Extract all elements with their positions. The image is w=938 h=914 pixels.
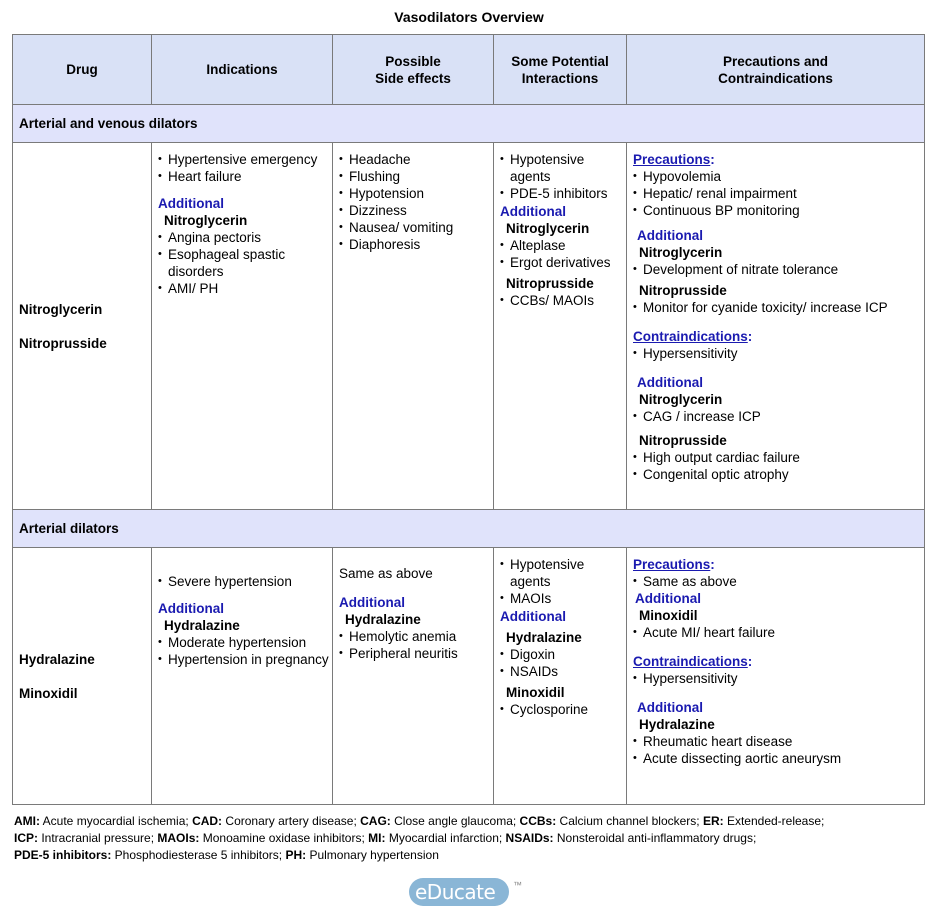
list-item: • Hypersensitivity — [633, 345, 922, 362]
additional-label: Additional — [637, 228, 703, 243]
abbr: ICP: — [14, 831, 38, 845]
interactions-cell — [494, 143, 627, 510]
list-item: • Digoxin — [500, 646, 624, 663]
abbr: CCBs: — [519, 814, 557, 828]
list-item: • Headache — [339, 151, 491, 168]
list-item: • Monitor for cyanide toxicity/ increase ICP — [633, 299, 922, 316]
list-item: • Severe hypertension — [158, 573, 330, 590]
sub-drug-label: Minoxidil — [639, 608, 698, 623]
header-precautions: Precautions and Contraindications — [627, 35, 925, 105]
section-label: Arterial dilators — [13, 510, 925, 548]
interactions-cell — [494, 548, 627, 805]
abbr-def: Calcium channel blockers; — [556, 814, 703, 828]
sub-drug-label: Nitroglycerin — [506, 221, 590, 236]
abbr-def: Phosphodiesterase 5 inhibitors; — [111, 848, 286, 862]
additional-label: Additional — [635, 591, 701, 606]
list-item: • Flushing — [339, 168, 491, 185]
side-effects-cell — [333, 548, 494, 805]
list-item: • Acute dissecting aortic aneurysm — [633, 750, 922, 767]
sub-drug-label: Nitroglycerin — [639, 245, 723, 260]
page-title: Vasodilators Overview — [394, 9, 544, 25]
abbr-def: Pulmonary hypertension — [306, 848, 439, 862]
vasodilators-table — [12, 34, 925, 805]
list-item: • Hepatic/ renal impairment — [633, 185, 922, 202]
abbr: CAG: — [360, 814, 391, 828]
header-row — [13, 35, 925, 105]
sub-drug-label: Hydralazine — [506, 630, 582, 645]
abbr: MAOIs: — [157, 831, 200, 845]
list-item: • Hypotension — [339, 185, 491, 202]
side-effects-cell — [333, 143, 494, 510]
header-indications: Indications — [152, 35, 333, 105]
list-item: • Acute MI/ heart failure — [633, 624, 922, 641]
list-item: • CCBs/ MAOIs — [500, 292, 624, 309]
list-item: • Continuous BP monitoring — [633, 202, 922, 219]
abbr: AMI: — [14, 814, 40, 828]
educate-logo — [409, 876, 529, 908]
abbr-def: Nonsteroidal anti-inflammatory drugs; — [553, 831, 757, 845]
abbr-def: Extended-release; — [723, 814, 825, 828]
list-item: • Esophageal spastic disorders — [158, 246, 330, 280]
sub-drug-label: Hydralazine — [345, 612, 421, 627]
header-drug: Drug — [13, 35, 152, 105]
list-item: • NSAIDs — [500, 663, 624, 680]
list-item: • Moderate hypertension — [158, 634, 330, 651]
list-item: • Hypertension in pregnancy — [158, 651, 330, 668]
additional-label: Additional — [500, 609, 566, 624]
list-item: • Congenital optic atrophy — [633, 466, 922, 483]
abbr-def: Myocardial infarction; — [385, 831, 506, 845]
indications-cell — [152, 548, 333, 805]
abbr: NSAIDs: — [505, 831, 554, 845]
drug-name: Minoxidil — [19, 685, 78, 701]
list-item: • Peripheral neuritis — [339, 645, 491, 662]
abbr-def: Close angle glaucoma; — [390, 814, 520, 828]
sub-drug-label: Hydralazine — [164, 618, 240, 633]
abbr-def: Acute myocardial ischemia; — [40, 814, 193, 828]
drug-cell — [13, 143, 152, 510]
drug-name: Hydralazine — [19, 651, 95, 667]
sub-drug-label: Nitroglycerin — [164, 213, 248, 228]
sub-drug-label: Hydralazine — [639, 717, 715, 732]
list-item: • PDE-5 inhibitors — [500, 185, 624, 202]
indications-cell — [152, 143, 333, 510]
sub-drug-label: Nitroprusside — [639, 283, 727, 298]
list-item: • Heart failure — [158, 168, 330, 185]
abbr-def: Intracranial pressure; — [38, 831, 158, 845]
list-item: • Hypotensive agents — [500, 556, 624, 590]
list-item: • Hypotensive agents — [500, 151, 624, 185]
sub-drug-label: Nitroprusside — [506, 276, 594, 291]
list-item: • Angina pectoris — [158, 229, 330, 246]
contraindications-heading: Contraindications — [633, 329, 748, 344]
header-interactions: Some Potential Interactions — [494, 35, 627, 105]
precautions-cell: Precautions: • Hypovolemia • Hepatic/ renal impairment • Continuous BP monitoring Additional Nitroglycerin • Development of nitrate tolerance Nitroprusside • Monitor for cyanide toxicity/ increase ICP Contraindications: • Hypersensitivity Additional Nitroglycerin • CAG / increase ICP Nitroprusside • High output cardiac failure • Congenital optic atrophy — [627, 143, 925, 510]
additional-label: Additional — [637, 375, 703, 390]
list-item: • Hypersensitivity — [633, 670, 922, 687]
additional-label: Additional — [158, 196, 224, 211]
abbr-def: Monoamine oxidase inhibitors; — [199, 831, 369, 845]
abbr: MI: — [368, 831, 386, 845]
drug-name: Nitroprusside — [19, 335, 107, 351]
same-as-above-text: Same as above — [339, 566, 433, 581]
list-item: • Same as above — [633, 573, 922, 590]
list-item: • Dizziness — [339, 202, 491, 219]
list-item: • Diaphoresis — [339, 236, 491, 253]
drug-name: Nitroglycerin — [19, 301, 103, 317]
logo-text: eDucate — [415, 880, 496, 904]
list-item: • AMI/ PH — [158, 280, 330, 297]
sub-drug-label: Minoxidil — [506, 685, 565, 700]
sub-drug-label: Nitroglycerin — [639, 392, 723, 407]
contraindications-heading: Contraindications — [633, 654, 748, 669]
table-row — [13, 548, 925, 805]
abbr: CAD: — [192, 814, 223, 828]
list-item: • CAG / increase ICP — [633, 408, 922, 425]
list-item: • Hypertensive emergency — [158, 151, 330, 168]
list-item: • Alteplase — [500, 237, 624, 254]
additional-label: Additional — [158, 601, 224, 616]
precautions-cell: Precautions: • Same as above Additional Minoxidil • Acute MI/ heart failure Contraindications: • Hypersensitivity Additional Hydralazine • Rheumatic heart disease • Acute dissecting aortic aneurysm — [627, 548, 925, 805]
precautions-heading: Precautions — [633, 557, 711, 572]
additional-label: Additional — [500, 204, 566, 219]
abbr-def: Coronary artery disease; — [222, 814, 361, 828]
abbr: PH: — [285, 848, 307, 862]
table-row — [13, 143, 925, 510]
section-row-arterial — [13, 510, 925, 548]
precautions-heading: Precautions — [633, 152, 711, 167]
abbr: PDE-5 inhibitors: — [14, 848, 112, 862]
trademark-symbol: ™ — [513, 880, 522, 890]
abbreviations-footer — [14, 813, 934, 864]
abbr: ER: — [702, 814, 724, 828]
list-item: • Hypovolemia — [633, 168, 922, 185]
list-item: • Hemolytic anemia — [339, 628, 491, 645]
list-item: • Development of nitrate tolerance — [633, 261, 922, 278]
list-item: • Cyclosporine — [500, 701, 624, 718]
sub-drug-label: Nitroprusside — [639, 433, 727, 448]
section-label: Arterial and venous dilators — [13, 105, 925, 143]
list-item: • MAOIs — [500, 590, 624, 607]
list-item: • Nausea/ vomiting — [339, 219, 491, 236]
list-item: • Ergot derivatives — [500, 254, 624, 271]
list-item: • High output cardiac failure — [633, 449, 922, 466]
header-side-effects: Possible Side effects — [333, 35, 494, 105]
list-item: • Rheumatic heart disease — [633, 733, 922, 750]
drug-cell — [13, 548, 152, 805]
section-row-arterial-venous — [13, 105, 925, 143]
additional-label: Additional — [339, 595, 405, 610]
additional-label: Additional — [637, 700, 703, 715]
